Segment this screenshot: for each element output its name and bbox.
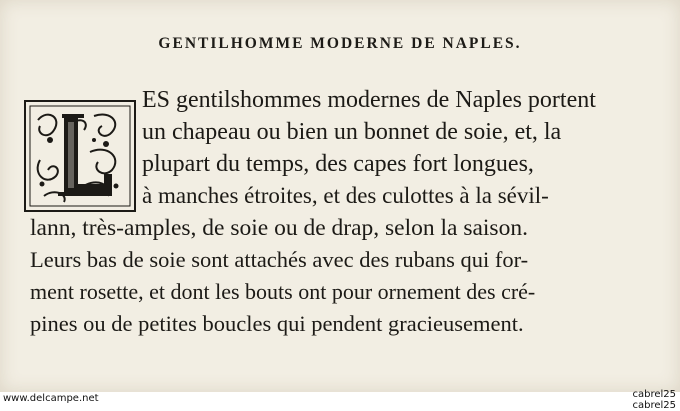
watermark-seller-line-1: cabrel25	[632, 389, 676, 400]
paragraph-line-4: à manches étroites, et des culottes à la sévil-	[142, 183, 549, 208]
paragraph-line-7: ment rosette, et dont les bouts ont pour ornement des cré-	[30, 279, 536, 304]
paragraph-line-2: un chapeau ou bien un bonnet de soie, et, la	[142, 119, 562, 145]
paragraph-line-1: ES gentilshommes modernes de Naples portent	[142, 87, 596, 113]
paragraph-line-6: Leurs bas de soie sont attachés avec des rubans qui for-	[30, 247, 529, 272]
page-title: GENTILHOMME MODERNE DE NAPLES.	[158, 35, 522, 52]
ornamental-drop-cap	[24, 100, 136, 212]
paragraph-line-3: plupart du temps, des capes fort longues,	[142, 151, 534, 177]
watermark-site: www.delcampe.net	[3, 393, 99, 404]
paragraph-line-5: lann, très-amples, de soie ou de drap, selon la saison.	[30, 215, 528, 241]
paragraph-line-8: pines ou de petites boucles qui pendent gracieusement.	[30, 311, 524, 336]
watermark-seller-line-2: cabrel25	[632, 400, 676, 411]
ornament-drop-cap-icon	[24, 100, 136, 212]
watermark-bar	[0, 389, 680, 411]
